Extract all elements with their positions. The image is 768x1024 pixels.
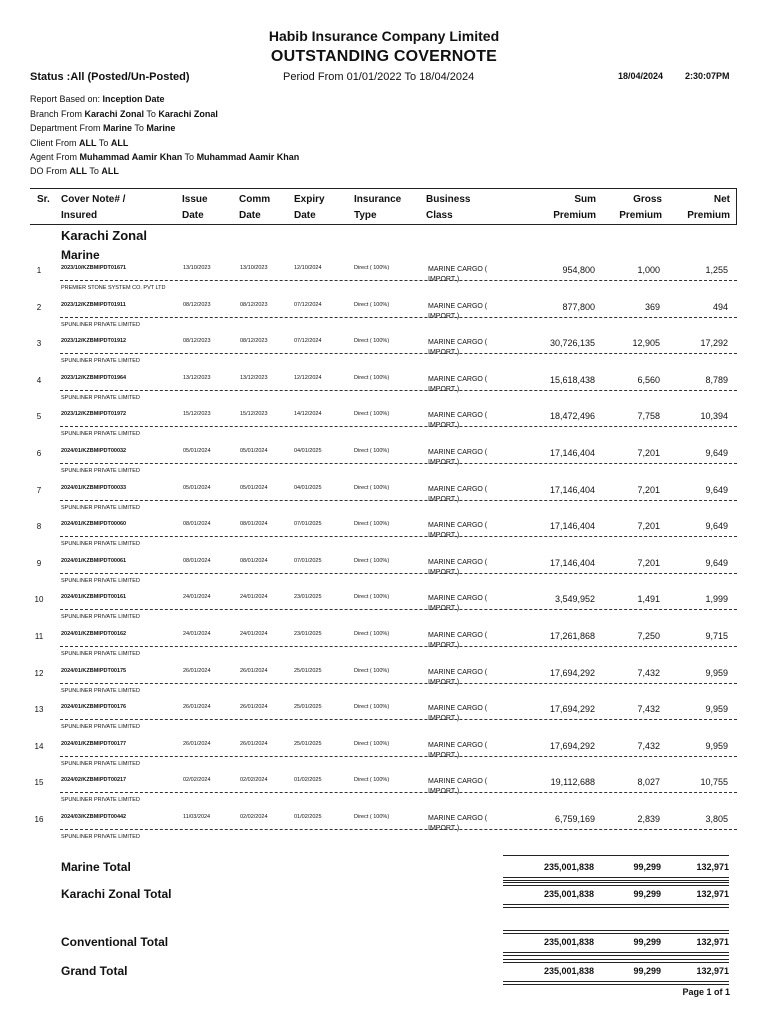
- expiry-date: 25/01/2025: [294, 740, 322, 747]
- row-serial: 14: [34, 741, 44, 751]
- total-rule-bottom: [503, 880, 729, 881]
- gross-premium: 7,758: [637, 411, 660, 422]
- row-serial: 1: [36, 266, 42, 275]
- insurance-type: Direct ( 100%): [354, 667, 390, 674]
- business-class: MARINE CARGO ( IMPORT ): [428, 412, 488, 430]
- sum-premium: 17,694,292: [549, 667, 595, 678]
- cover-note-number: 2024/01/KZBMIPDT00175: [61, 667, 127, 674]
- table-row: [30, 774, 737, 810]
- row-separator: [60, 353, 737, 354]
- net-premium: 9,649: [705, 484, 728, 495]
- insured-name: SPUNLINER PRIVATE LIMITED: [61, 687, 140, 694]
- sum-premium: 17,694,292: [549, 740, 595, 751]
- conventional-total-gross: 99,299: [633, 937, 661, 947]
- total-rule-top: [503, 882, 729, 883]
- cover-note-number: 2024/02/KZBMIPDT00217: [61, 777, 127, 784]
- row-separator: [60, 609, 737, 610]
- business-class: MARINE CARGO ( IMPORT ): [428, 266, 488, 283]
- row-serial: 13: [34, 705, 44, 715]
- net-premium: 9,649: [705, 557, 728, 568]
- branch-total-gross: 99,299: [633, 889, 661, 899]
- insurance-type: Direct ( 100%): [354, 411, 390, 418]
- expiry-date: 07/01/2025: [294, 521, 322, 528]
- gross-premium: 1,000: [637, 265, 660, 275]
- comm-date: 26/01/2024: [240, 740, 268, 747]
- gross-premium: 7,432: [637, 667, 660, 678]
- sum-premium: 877,800: [562, 301, 595, 312]
- insurance-type: Direct ( 100%): [354, 631, 390, 637]
- cover-note-number: 2024/01/KZBMIPDT00061: [61, 557, 127, 564]
- issue-date: 05/01/2024: [183, 484, 211, 491]
- insurance-type: Direct ( 100%): [354, 448, 390, 454]
- net-premium: 9,959: [705, 704, 728, 715]
- col-business-class-header: Business Class: [426, 194, 471, 221]
- insurance-type: Direct ( 100%): [354, 740, 390, 747]
- conventional-total-sum: 235,001,838: [543, 937, 594, 947]
- table-row: [30, 701, 737, 737]
- issue-date: 15/12/2023: [183, 411, 211, 418]
- table-row: [30, 299, 737, 335]
- sum-premium: 18,472,496: [549, 411, 595, 422]
- criteria-value: ALL: [69, 166, 87, 176]
- row-separator: [60, 500, 737, 501]
- expiry-date: 07/12/2024: [294, 338, 322, 345]
- business-class: MARINE CARGO ( IMPORT ): [428, 705, 488, 723]
- insurance-type: Direct ( 100%): [354, 265, 390, 271]
- issue-date: 02/02/2024: [183, 777, 211, 784]
- cover-note-number: 2023/12/KZBMIPDT01911: [61, 301, 126, 308]
- table-row: [30, 408, 737, 444]
- col-comm-date-header: Comm Date: [239, 194, 271, 221]
- gross-premium: 369: [644, 301, 660, 312]
- insured-name: SPUNLINER PRIVATE LIMITED: [61, 577, 140, 584]
- criteria-line: [30, 109, 218, 119]
- table-row: [30, 445, 737, 481]
- row-separator: [60, 683, 737, 684]
- total-rule-top: [503, 930, 729, 931]
- net-premium: 17,292: [700, 338, 728, 349]
- gross-premium: 7,201: [637, 521, 660, 532]
- business-class: MARINE CARGO ( IMPORT ): [428, 778, 488, 796]
- col-sr-header: Sr.: [37, 194, 50, 205]
- gross-premium: 7,250: [637, 631, 660, 641]
- criteria-label: DO From: [30, 166, 70, 176]
- table-row: [30, 665, 737, 701]
- sum-premium: 3,549,952: [554, 594, 595, 605]
- row-serial: 6: [36, 449, 42, 458]
- comm-date: 24/01/2024: [240, 594, 268, 601]
- col-expiry-date-header: Expiry Date: [294, 194, 325, 221]
- insured-name: SPUNLINER PRIVATE LIMITED: [61, 797, 140, 804]
- business-class: MARINE CARGO ( IMPORT ): [428, 522, 488, 540]
- sum-premium: 954,800: [562, 265, 595, 275]
- row-separator: [60, 536, 737, 537]
- net-premium: 10,394: [700, 411, 728, 422]
- insured-name: SPUNLINER PRIVATE LIMITED: [61, 834, 140, 840]
- net-premium: 1,255: [705, 265, 728, 275]
- criteria-line: [30, 94, 165, 104]
- row-separator: [60, 390, 737, 391]
- expiry-date: 12/12/2024: [294, 374, 322, 381]
- col-sum-premium-header: Sum Premium: [553, 194, 596, 221]
- business-class: MARINE CARGO ( IMPORT ): [428, 449, 488, 466]
- row-separator: [60, 719, 737, 720]
- row-serial: 8: [36, 522, 42, 532]
- row-separator: [60, 792, 737, 793]
- table-row: [30, 811, 737, 847]
- gross-premium: 7,432: [637, 704, 660, 715]
- row-serial: 9: [36, 558, 42, 568]
- issue-date: 11/03/2024: [183, 814, 211, 820]
- criteria-label: Branch From: [30, 109, 85, 119]
- criteria-to: To: [132, 123, 147, 133]
- insured-name: SPUNLINER PRIVATE LIMITED: [61, 431, 140, 438]
- sum-premium: 15,618,438: [549, 374, 595, 385]
- print-time: 2:30:07PM: [685, 71, 730, 81]
- insurance-type: Direct ( 100%): [354, 484, 390, 491]
- comm-date: 24/01/2024: [240, 631, 268, 637]
- issue-date: 08/01/2024: [183, 557, 211, 564]
- row-serial: 16: [34, 815, 44, 824]
- total-rule-bottom: [503, 981, 729, 982]
- row-serial: 2: [36, 302, 42, 312]
- insurance-type: Direct ( 100%): [354, 301, 390, 308]
- comm-date: 13/10/2023: [240, 265, 268, 271]
- expiry-date: 23/01/2025: [294, 631, 322, 637]
- issue-date: 26/01/2024: [183, 740, 211, 747]
- insurance-type: Direct ( 100%): [354, 338, 390, 345]
- cover-note-number: 2023/12/KZBMIPDT01972: [61, 411, 127, 418]
- business-class: MARINE CARGO ( IMPORT ): [428, 668, 488, 686]
- marine-total-label: Marine Total: [61, 860, 131, 874]
- row-serial: 3: [36, 339, 42, 349]
- table-row: [30, 262, 737, 298]
- expiry-date: 04/01/2025: [294, 484, 322, 491]
- gross-premium: 7,201: [637, 484, 660, 495]
- business-class: MARINE CARGO ( IMPORT ): [428, 741, 488, 759]
- sum-premium: 30,726,135: [549, 338, 595, 349]
- comm-date: 26/01/2024: [240, 704, 268, 711]
- issue-date: 08/01/2024: [183, 521, 211, 528]
- comm-date: 08/12/2023: [240, 338, 268, 345]
- sum-premium: 17,261,868: [549, 631, 595, 641]
- business-class: MARINE CARGO ( IMPORT ): [428, 632, 488, 649]
- row-separator: [60, 646, 737, 647]
- net-premium: 10,755: [700, 777, 728, 788]
- row-separator: [60, 573, 737, 574]
- comm-date: 08/01/2024: [240, 521, 268, 528]
- header-bottom-rule: [30, 224, 737, 225]
- cover-note-number: 2024/01/KZBMIPDT00177: [61, 740, 127, 747]
- criteria-line: [30, 166, 119, 176]
- print-date: 18/04/2024: [618, 71, 664, 81]
- criteria-value-to: ALL: [110, 138, 129, 148]
- period-range: Period From 01/01/2022 To 18/04/2024: [283, 71, 475, 83]
- issue-date: 26/01/2024: [183, 704, 211, 711]
- row-serial: 7: [36, 485, 42, 495]
- insurance-type: Direct ( 100%): [354, 777, 390, 784]
- row-serial: 10: [34, 595, 44, 605]
- cover-note-number: 2024/01/KZBMIPDT00060: [61, 521, 127, 528]
- expiry-date: 01/02/2025: [294, 777, 322, 784]
- cover-note-number: 2024/01/KZBMIPDT00033: [61, 484, 127, 491]
- total-rule-bottom: [503, 955, 729, 956]
- gross-premium: 6,560: [637, 374, 660, 385]
- insured-name: SPUNLINER PRIVATE LIMITED: [61, 614, 140, 621]
- net-premium: 494: [712, 301, 728, 312]
- table-row: [30, 591, 737, 627]
- conventional-total-net: 132,971: [696, 937, 729, 947]
- expiry-date: 25/01/2025: [294, 704, 322, 711]
- comm-date: 08/01/2024: [240, 557, 268, 564]
- criteria-value-to: Muhammad Aamir Khan: [196, 152, 300, 162]
- criteria-value: Karachi Zonal: [84, 109, 145, 119]
- insured-name: PREMIER STONE SYSTEM CO. PVT LTD: [61, 285, 166, 291]
- comm-date: 08/12/2023: [240, 301, 268, 308]
- expiry-date: 01/02/2025: [294, 814, 322, 820]
- row-serial: 11: [34, 632, 44, 641]
- department-group-label: Marine: [61, 248, 100, 262]
- col-cover-note-header: Cover Note# / Insured: [61, 194, 126, 221]
- insurance-type: Direct ( 100%): [354, 374, 390, 381]
- insured-name: SPUNLINER PRIVATE LIMITED: [61, 504, 140, 511]
- grand-total-gross: 99,299: [633, 966, 661, 976]
- col-net-premium-header: Net Premium: [687, 194, 730, 221]
- table-row: [30, 518, 737, 554]
- issue-date: 13/12/2023: [183, 374, 211, 381]
- issue-date: 26/01/2024: [183, 667, 211, 674]
- branch-total-label: Karachi Zonal Total: [61, 887, 172, 901]
- net-premium: 3,805: [705, 814, 728, 824]
- comm-date: 02/02/2024: [240, 777, 268, 784]
- branch-group-label: Karachi Zonal: [61, 228, 147, 243]
- marine-total-sum: 235,001,838: [543, 862, 594, 872]
- cover-note-number: 2024/01/KZBMIPDT00032: [61, 448, 127, 454]
- sum-premium: 19,112,688: [550, 777, 595, 788]
- table-row: [30, 372, 737, 408]
- criteria-line: [30, 152, 299, 162]
- total-rule-bottom: [503, 984, 729, 985]
- criteria-label: Department From: [30, 123, 104, 133]
- issue-date: 24/01/2024: [183, 594, 211, 601]
- header-top-rule: [30, 188, 737, 189]
- sum-premium: 6,759,169: [554, 814, 595, 824]
- criteria-line: [30, 123, 175, 133]
- business-class: MARINE CARGO ( IMPORT ): [428, 375, 488, 393]
- insured-name: SPUNLINER PRIVATE LIMITED: [61, 760, 140, 767]
- insured-name: SPUNLINER PRIVATE LIMITED: [61, 321, 140, 328]
- comm-date: 13/12/2023: [240, 374, 268, 381]
- grand-total-label: Grand Total: [61, 964, 128, 978]
- business-class: MARINE CARGO ( IMPORT ): [428, 339, 488, 357]
- criteria-to: To: [87, 166, 102, 176]
- sum-premium: 17,146,404: [549, 557, 595, 568]
- table-row: [30, 555, 737, 591]
- criteria-to: To: [144, 109, 159, 119]
- total-rule-top: [503, 885, 729, 886]
- criteria-label: Report Based on:: [30, 94, 103, 104]
- issue-date: 08/12/2023: [183, 338, 211, 345]
- table-row: [30, 628, 737, 664]
- sum-premium: 17,694,292: [549, 704, 595, 715]
- table-row: [30, 482, 737, 518]
- net-premium: 9,649: [705, 448, 728, 458]
- sum-premium: 17,146,404: [549, 448, 595, 458]
- total-rule-bottom: [503, 907, 729, 908]
- criteria-value-to: ALL: [101, 166, 119, 176]
- net-premium: 9,649: [705, 521, 728, 532]
- insurance-type: Direct ( 100%): [354, 594, 390, 601]
- business-class: MARINE CARGO ( IMPORT ): [428, 558, 488, 576]
- row-separator: [60, 280, 737, 281]
- net-premium: 9,959: [705, 740, 728, 751]
- business-class: MARINE CARGO ( IMPORT ): [428, 485, 488, 503]
- comm-date: 05/01/2024: [240, 448, 268, 454]
- criteria-value: Marine: [103, 123, 133, 133]
- comm-date: 15/12/2023: [240, 411, 268, 418]
- expiry-date: 12/10/2024: [294, 265, 322, 271]
- expiry-date: 07/01/2025: [294, 557, 322, 564]
- row-separator: [60, 317, 737, 318]
- expiry-date: 14/12/2024: [294, 411, 322, 418]
- issue-date: 08/12/2023: [183, 301, 211, 308]
- header-right-rule: [736, 188, 737, 224]
- criteria-label: Client From: [30, 138, 80, 148]
- gross-premium: 7,201: [637, 557, 660, 568]
- insured-name: SPUNLINER PRIVATE LIMITED: [61, 724, 140, 731]
- insurance-type: Direct ( 100%): [354, 704, 390, 711]
- issue-date: 24/01/2024: [183, 631, 211, 637]
- sum-premium: 17,146,404: [549, 484, 595, 495]
- insured-name: SPUNLINER PRIVATE LIMITED: [61, 468, 140, 474]
- criteria-value: Muhammad Aamir Khan: [79, 152, 183, 162]
- status-filter: Status :All (Posted/Un-Posted): [30, 71, 190, 83]
- company-name: Habib Insurance Company Limited: [268, 28, 500, 44]
- insurance-type: Direct ( 100%): [354, 814, 390, 820]
- insured-name: SPUNLINER PRIVATE LIMITED: [61, 651, 140, 657]
- gross-premium: 1,491: [637, 594, 660, 605]
- expiry-date: 07/12/2024: [294, 301, 322, 308]
- criteria-value-to: Karachi Zonal: [158, 109, 218, 119]
- criteria-line: [30, 138, 128, 148]
- row-serial: 4: [36, 375, 42, 385]
- business-class: MARINE CARGO ( IMPORT ): [428, 302, 488, 320]
- total-rule-bottom: [503, 952, 729, 953]
- gross-premium: 7,201: [637, 448, 660, 458]
- total-rule-top: [503, 933, 729, 934]
- expiry-date: 25/01/2025: [294, 667, 322, 674]
- total-rule-top: [503, 962, 729, 963]
- expiry-date: 23/01/2025: [294, 594, 322, 601]
- criteria-value-to: Marine: [146, 123, 176, 133]
- total-rule-top: [503, 855, 729, 856]
- criteria-label: Agent From: [30, 152, 80, 162]
- insurance-type: Direct ( 100%): [354, 521, 390, 528]
- criteria-value: Inception Date: [102, 94, 165, 104]
- cover-note-number: 2024/01/KZBMIPDT00161: [61, 594, 127, 601]
- cover-note-number: 2024/01/KZBMIPDT00176: [61, 704, 127, 711]
- gross-premium: 8,027: [637, 777, 660, 788]
- gross-premium: 2,839: [637, 814, 660, 824]
- total-rule-top: [503, 959, 729, 960]
- issue-date: 13/10/2023: [183, 265, 211, 271]
- criteria-to: To: [182, 152, 197, 162]
- conventional-total-label: Conventional Total: [61, 935, 169, 949]
- row-serial: 5: [36, 412, 42, 422]
- cover-note-number: 2024/01/KZBMIPDT00162: [61, 631, 127, 637]
- criteria-value: ALL: [79, 138, 97, 148]
- row-separator: [60, 756, 737, 757]
- cover-note-number: 2023/12/KZBMIPDT01964: [61, 374, 127, 381]
- criteria-to: To: [96, 138, 111, 148]
- insured-name: SPUNLINER PRIVATE LIMITED: [61, 541, 140, 548]
- table-row: [30, 738, 737, 774]
- business-class: MARINE CARGO ( IMPORT ): [428, 595, 488, 613]
- col-gross-premium-header: Gross Premium: [619, 194, 662, 221]
- branch-total-sum: 235,001,838: [543, 889, 594, 899]
- net-premium: 1,999: [705, 594, 728, 605]
- total-rule-bottom: [503, 877, 729, 878]
- row-separator: [60, 463, 737, 464]
- gross-premium: 7,432: [637, 740, 660, 751]
- issue-date: 05/01/2024: [183, 448, 211, 454]
- row-separator: [60, 426, 737, 427]
- net-premium: 9,959: [705, 667, 728, 678]
- col-insurance-type-header: Insurance Type: [354, 194, 402, 221]
- sum-premium: 17,146,404: [549, 521, 595, 532]
- business-class: MARINE CARGO ( IMPORT ): [428, 815, 488, 832]
- net-premium: 9,715: [705, 631, 728, 641]
- net-premium: 8,789: [705, 374, 728, 385]
- comm-date: 05/01/2024: [240, 484, 268, 491]
- insured-name: SPUNLINER PRIVATE LIMITED: [61, 394, 140, 401]
- row-serial: 12: [34, 668, 44, 678]
- total-rule-bottom: [503, 904, 729, 905]
- branch-total-net: 132,971: [696, 889, 729, 899]
- comm-date: 02/02/2024: [240, 814, 268, 820]
- expiry-date: 04/01/2025: [294, 448, 322, 454]
- insurance-type: Direct ( 100%): [354, 557, 390, 564]
- row-separator: [60, 829, 737, 830]
- insured-name: SPUNLINER PRIVATE LIMITED: [61, 358, 140, 365]
- gross-premium: 12,905: [632, 338, 660, 349]
- row-serial: 15: [34, 778, 44, 788]
- table-row: [30, 335, 737, 371]
- marine-total-net: 132,971: [696, 862, 729, 872]
- cover-note-number: 2023/12/KZBMIPDT01912: [61, 338, 127, 345]
- cover-note-number: 2024/03/KZBMIPDT00442: [61, 814, 127, 820]
- marine-total-gross: 99,299: [633, 862, 661, 872]
- page-number: Page 1 of 1: [682, 987, 730, 997]
- comm-date: 26/01/2024: [240, 667, 268, 674]
- cover-note-number: 2023/10/KZBMIPDT01671: [61, 265, 127, 271]
- report-title: OUTSTANDING COVERNOTE: [270, 48, 498, 65]
- col-issue-date-header: Issue Date: [182, 194, 208, 221]
- grand-total-net: 132,971: [696, 966, 729, 976]
- grand-total-sum: 235,001,838: [543, 966, 594, 976]
